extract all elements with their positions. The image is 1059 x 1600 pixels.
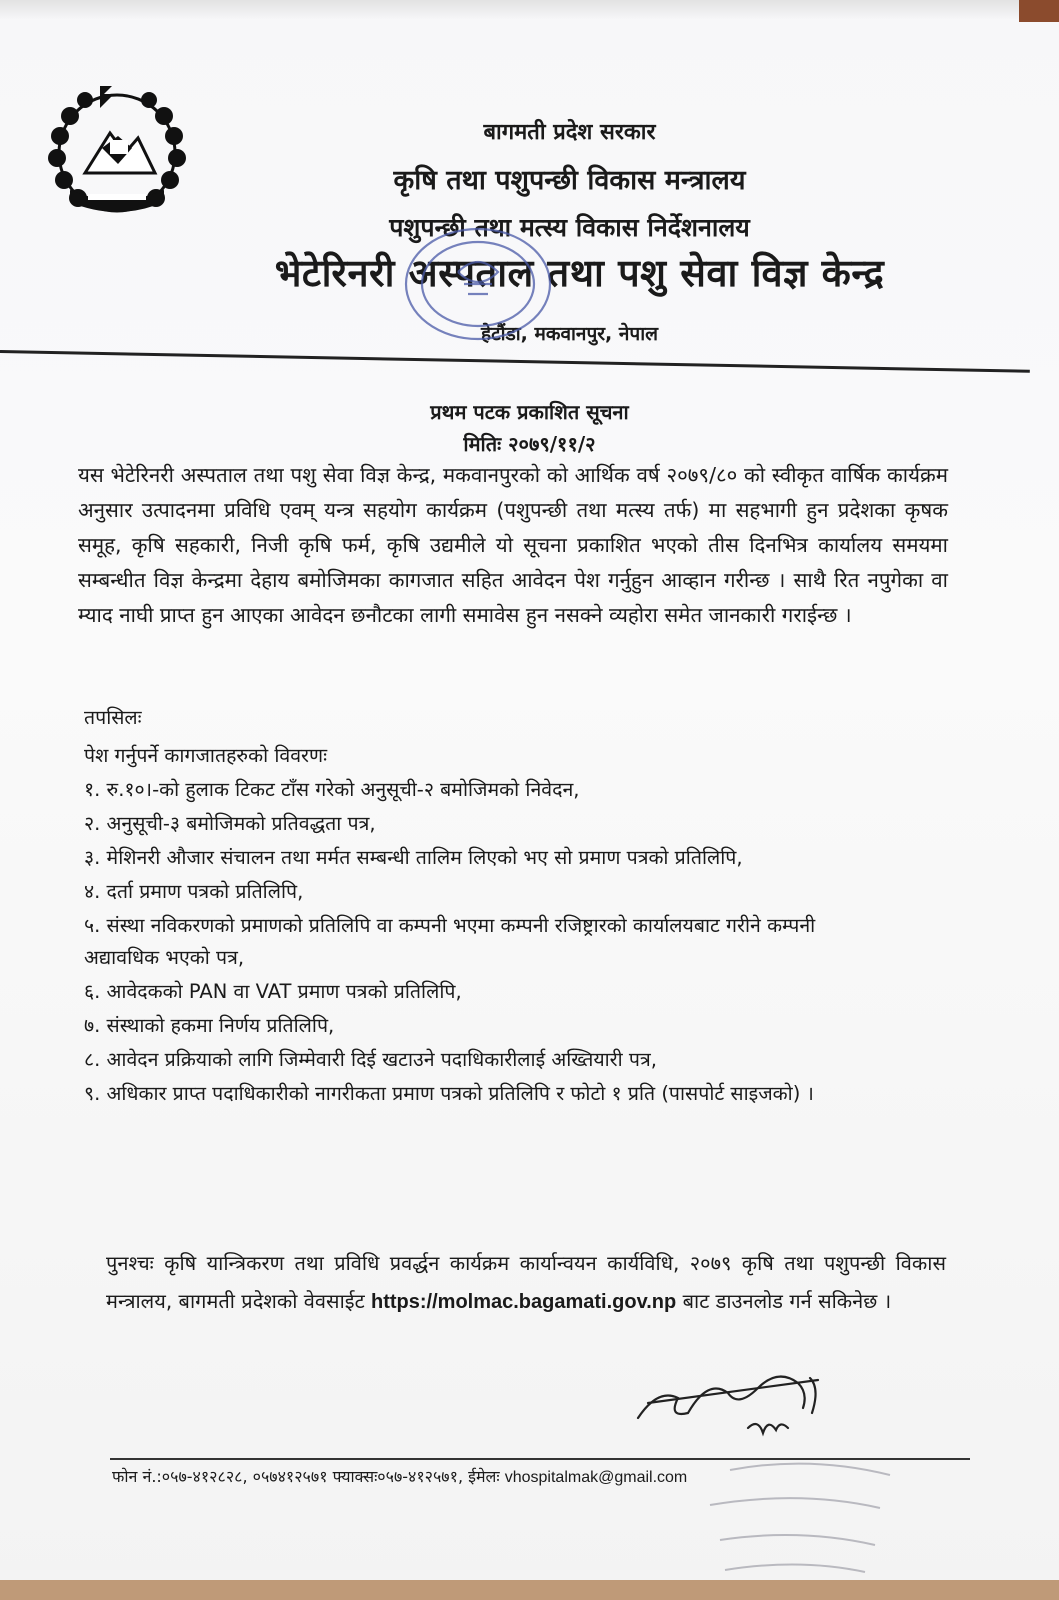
header-address: हेटौंडा, मकवानपुर, नेपाल — [480, 323, 659, 345]
officer-stamp-icon — [690, 1450, 920, 1580]
postscript-text-end: बाट डाउनलोड गर्न सकिनेछ । — [682, 1289, 892, 1313]
list-item: ४. दर्ता प्रमाण पत्रको प्रतिलिपि, — [84, 880, 304, 903]
document-requirements — [84, 702, 944, 1110]
postscript-text: पुनश्चः कृषि यान्त्रिकरण तथा प्रविधि प्रवर्द्धन कार्यक्रम कार्यान्वयन कार्यविधि, २०७९ कृषि तथा पशुपन्छी विकास मन्त्रालय, बागमती प्रदेशको वेवसाईट — [106, 1251, 946, 1313]
list-item: १. रु.१०।-को हुलाक टिकट टाँस गरेको अनुसूची-२ बमोजिमको निवेदन, — [84, 778, 580, 801]
government-emblem-icon — [40, 78, 195, 228]
details-subheading: पेश गर्नुपर्ने कागजातहरुको विवरणः — [84, 744, 328, 767]
details-heading: तपसिलः — [84, 706, 142, 729]
postscript — [106, 1244, 946, 1321]
header-ministry: कृषि तथा पशुपन्छी विकास मन्त्रालय — [393, 165, 746, 196]
list-item: ३. मेशिनरी औजार संचालन तथा मर्मत सम्बन्धी तालिम लिएको भए सो प्रमाण पत्रको प्रतिलिपि, — [84, 846, 743, 869]
email-link[interactable]: vhospitalmak@gmail.com — [504, 1469, 688, 1486]
website-link[interactable]: https://molmac.bagamati.gov.np — [371, 1291, 677, 1313]
header-divider — [0, 350, 1030, 373]
header-directorate: पशुपन्छी तथा मत्स्य विकास निर्देशनालय — [389, 213, 750, 242]
page-shadow-top — [0, 0, 1059, 20]
header-office-name: भेटेरिनरी अस्पताल तथा पशु सेवा विज्ञ केन्द्र — [274, 251, 885, 295]
notice-date: मितिः २०७९/११/२ — [463, 432, 596, 456]
contact-details: फोन नं.:०५७-४१२८२८, ०५७४१२५७१ फ्याक्सः०५७-४१२५७१, ईमेलः — [112, 1467, 500, 1486]
list-item: ८. आवेदन प्रक्रियाको लागि जिम्मेवारी दिई खटाउने पदाधिकारीलाई अख्तियारी पत्र, — [84, 1048, 657, 1071]
notice-body: यस भेटेरिनरी अस्पताल तथा पशु सेवा विज्ञ केन्द्र, मकवानपुरको को आर्थिक वर्ष २०७९/८० को स्वीकृत वार्षिक कार्यक्रम अनुसार उत्पादनमा प्रविधि एवम् यन्त्र सहयोग कार्यक्रम (पशुपन्छी तथा मत्स्य तर्फ) मा सहभागी हुन प्रदेशका कृषक समूह, कृषि सहकारी, निजी कृषि फर्म, कृषि उद्यमीले यो सूचना प्रकाशित भएको तीस दिनभित्र कार्यालय समयमा सम्बन्धीत विज्ञ केन्द्रमा देहाय बमोजिमका कागजात सहित आवेदन पेश गर्नुहुन आव्हान गरीन्छ । साथै रित नपुगेका वा म्याद नाघी प्राप्त हुन आएका आवेदन छनौटका लागी समावेस हुन नसक्ने व्यहोरा समेत जानकारी गराईन्छ । — [78, 463, 948, 627]
list-item: ७. संस्थाको हकमा निर्णय प्रतिलिपि, — [84, 1014, 335, 1037]
signature-icon — [628, 1358, 838, 1448]
list-item: ५. संस्था नविकरणको प्रमाणको प्रतिलिपि वा कम्पनी भएमा कम्पनी रजिष्ट्रारको कार्यालयबाट गरीने कम्पनी अद्यावधिक भएको पत्र, — [84, 914, 816, 969]
header-province-government: बागमती प्रदेश सरकार — [483, 120, 656, 145]
notice-title: प्रथम पटक प्रकाशित सूचना — [430, 400, 629, 424]
list-item: ६. आवेदकको PAN वा VAT प्रमाण पत्रको प्रतिलिपि, — [84, 980, 462, 1003]
list-item: २. अनुसूची-३ बमोजिमको प्रतिवद्धता पत्र, — [84, 812, 376, 835]
office-stamp-icon — [398, 222, 558, 347]
background-corner — [1019, 0, 1059, 22]
list-item: ९. अधिकार प्राप्त पदाधिकारीको नागरीकता प्रमाण पत्रको प्रतिलिपि र फोटो १ प्रति (पासपोर्ट साइजको) । — [84, 1082, 814, 1105]
background-edge — [0, 1580, 1059, 1600]
